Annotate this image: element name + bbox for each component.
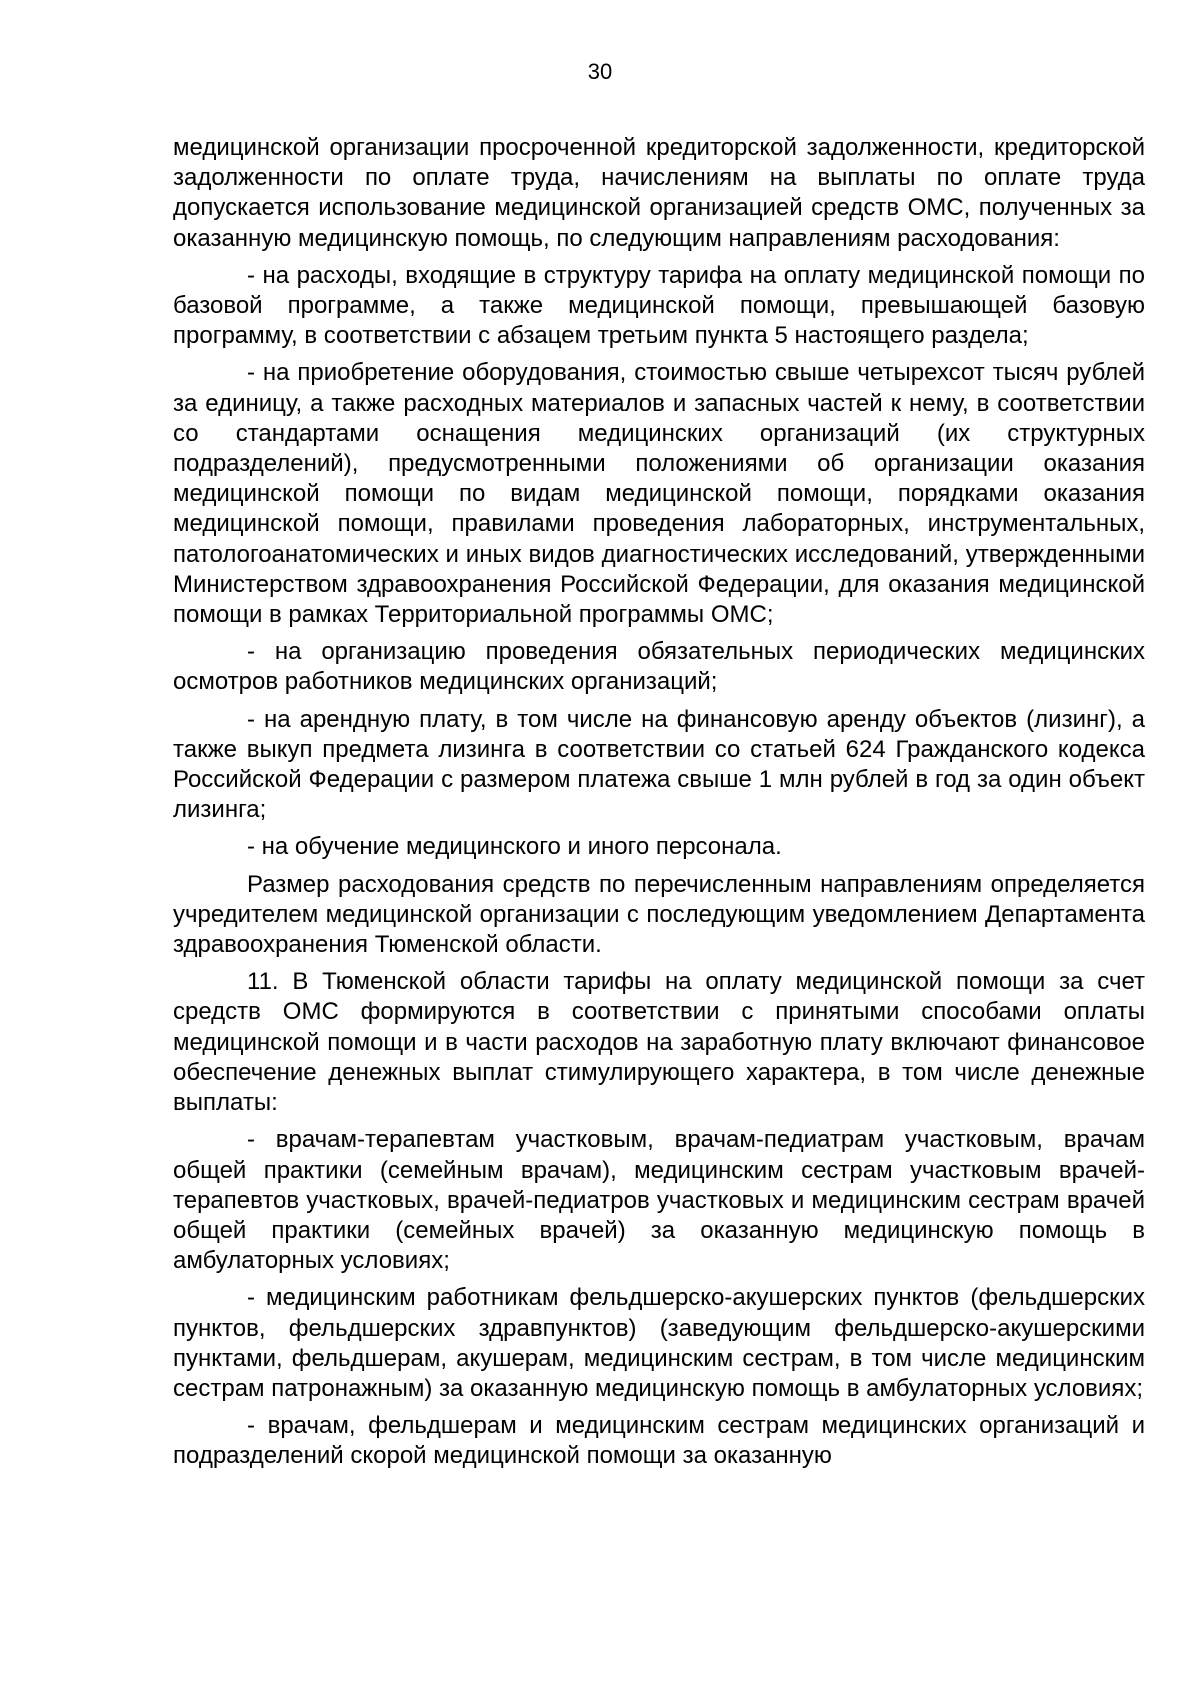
paragraph: - на расходы, входящие в структуру тарифа на оплату медицинской помощи по базовой программе, а также медицинской помощи, превышающей базовую программу, в соответствии с абзацем третьим пункта 5 настоящего раздела; (173, 261, 1145, 350)
paragraph: - врачам, фельдшерам и медицинским сестрам медицинских организаций и подразделений скорой медицинской помощи за оказанную (173, 1412, 1145, 1470)
paragraph: - на обучение медицинского и иного персонала. (247, 833, 782, 861)
page-number: 30 (587, 59, 613, 84)
paragraph: - врачам-терапевтам участковым, врачам-педиатрам участковым, врачам общей практики (семейным врачам), медицинским сестрам участковым врачей-терапевтов участковых, врачей-педиатров участковых и медицинским сестрам врачей общей практики (семейных врачей) за оказанную медицинскую помощь в амбулаторных условиях; (173, 1126, 1145, 1275)
paragraph: - на организацию проведения обязательных периодических медицинских осмотров работников медицинских организаций; (173, 638, 1145, 696)
paragraph: - медицинским работникам фельдшерско-акушерских пунктов (фельдшерских пунктов, фельдшерских здравпунктов) (заведующим фельдшерско-акушерскими пунктами, фельдшерам, акушерам, медицинским сестрам, в том числе медицинским сестрам патронажным) за оказанную медицинскую помощь в амбулаторных условиях; (173, 1284, 1145, 1402)
paragraph: Размер расходования средств по перечисленным направлениям определяется учредителем медицинской организации с последующим уведомлением Департамента здравоохранения Тюменской области. (173, 870, 1145, 959)
paragraph: - на приобретение оборудования, стоимостью свыше четырехсот тысяч рублей за единицу, а также расходных материалов и запасных частей к нему, в соответствии со стандартами оснащения медицинских организаций (их структурных подразделений), предусмотренными положениями об организации оказания медицинской помощи по видам медицинской помощи, порядками оказания медицинской помощи, правилами проведения лабораторных, инструментальных, патологоанатомических и иных видов диагностических исследований, утвержденными Министерством здравоохранения Российской Федерации, для оказания медицинской помощи в рамках Территориальной программы ОМС; (173, 359, 1145, 629)
paragraph: 11. В Тюменской области тарифы на оплату медицинской помощи за счет средств ОМС формируются в соответствии с принятыми способами оплаты медицинской помощи и в части расходов на заработную плату включают финансовое обеспечение денежных выплат стимулирующего характера, в том числе денежные выплаты: (173, 968, 1145, 1117)
paragraph: медицинской организации просроченной кредиторской задолженности, кредиторской задолженности по оплате труда, начислениям на выплаты по оплате труда допускается использование медицинской организацией средств ОМС, полученных за оказанную медицинскую помощь, по следующим направлениям расходования: (173, 134, 1145, 252)
paragraph: - на арендную плату, в том числе на финансовую аренду объектов (лизинг), а также выкуп предмета лизинга в соответствии со статьей 624 Гражданского кодекса Российской Федерации с размером платежа свыше 1 млн рублей в год за один объект лизинга; (173, 705, 1145, 824)
document-body (173, 133, 1145, 1479)
